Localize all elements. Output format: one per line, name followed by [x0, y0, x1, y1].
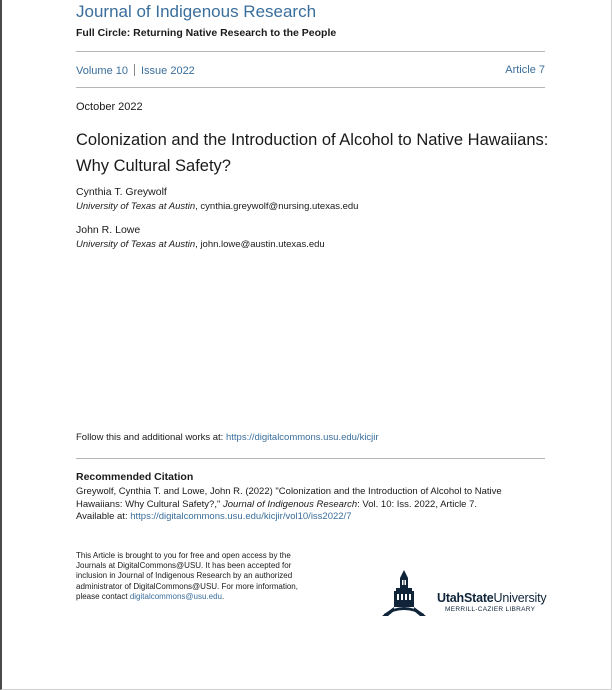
citation-text [76, 486, 546, 524]
follow-line [76, 432, 379, 443]
recommended-citation-heading: Recommended Citation [76, 471, 194, 483]
divider [76, 87, 545, 88]
follow-text: Follow this and additional works at: [76, 432, 226, 443]
logo-name-bold: UtahState [437, 591, 494, 605]
volume-separator [134, 64, 135, 76]
author-affiliation [76, 239, 325, 250]
old-main-tower-icon [382, 570, 426, 616]
issue-link[interactable]: Issue 2022 [140, 65, 195, 77]
author-affiliation [76, 201, 358, 212]
citation-available-label: Available at: [76, 511, 131, 522]
citation-link[interactable]: https://digitalcommons.usu.edu/kicjir/vol10/iss2022/7 [130, 511, 352, 522]
citation-part: : Vol. 10: Iss. 2022, Article 7. [357, 498, 478, 510]
citation-part: Greywolf, Cynthia T. and Lowe, John R. (2022) "Colonization and the Introduction of Alcohol to Native Hawaiians: Why Cultural Safety?," [76, 486, 502, 510]
divider [76, 458, 545, 459]
publication-date: October 2022 [76, 101, 143, 113]
follow-link[interactable]: https://digitalcommons.usu.edu/kicjir [225, 432, 379, 443]
logo-wordmark [437, 591, 546, 605]
author-name: John R. Lowe [76, 224, 141, 236]
journal-title[interactable]: Journal of Indigenous Research [76, 2, 317, 21]
contact-email-link[interactable]: digitalcommons@usu.edu [129, 591, 222, 601]
volume-link[interactable]: Volume 10 [76, 65, 128, 77]
journal-subtitle: Full Circle: Returning Native Research to the People [76, 27, 337, 39]
notice-text: This Article is brought to you for free and open access by the Journals at DigitalCommons@USU. It has been accepted for inclusion in Journal of Indigenous Research by an authorized administrator of DigitalCommons@USU. For more information, please contact [76, 551, 298, 601]
article-link[interactable]: Article 7 [505, 64, 545, 76]
notice-end: . [221, 591, 225, 601]
author-email: , john.lowe@austin.utexas.edu [195, 239, 325, 250]
author-name: Cynthia T. Greywolf [76, 186, 167, 198]
logo-name-light: University [493, 591, 547, 605]
open-access-notice [76, 551, 316, 602]
logo-library-name: MERRILL-CAZIER LIBRARY [445, 606, 536, 613]
author-institution: University of Texas at Austin [76, 239, 196, 250]
author-email: , cynthia.greywolf@nursing.utexas.edu [195, 201, 359, 212]
citation-journal: Journal of Indigenous Research [223, 498, 358, 510]
article-title: Colonization and the Introduction of Alcohol to Native Hawaiians: Why Cultural Safety? [76, 131, 549, 175]
author-institution: University of Texas at Austin [76, 201, 196, 212]
divider [76, 51, 545, 52]
volume-row [76, 64, 545, 77]
